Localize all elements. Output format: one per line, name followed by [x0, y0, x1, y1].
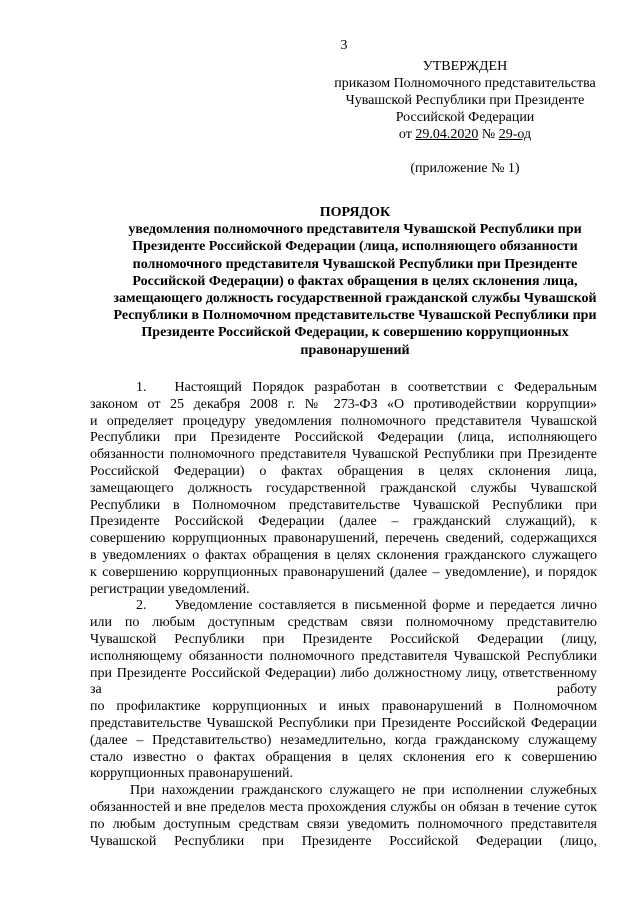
paragraph-1-line: Президенте Российской Федерации (далее – гражданский служащий), к — [90, 514, 597, 530]
paragraph-2-line: стало известно о фактах обращения в целях склонения его к совершению — [90, 749, 597, 765]
paragraph-1-line: регистрации уведомлений. — [90, 581, 250, 597]
title-line: Российской Федерации) о фактах обращения в целях склонения лица, — [132, 273, 578, 289]
approval-date-line — [300, 126, 630, 143]
paragraph-3-line: Чувашской Республики при Президенте Российской Федерации (лицо, — [90, 833, 597, 849]
paragraph-2-line: при Президенте Российской Федерации) либо должностному лицу, ответственному — [90, 665, 597, 681]
paragraph-2-line: Чувашской Республики при Президенте Российской Федерации (лицу, — [90, 631, 597, 647]
paragraph-1-line: замещающего должность государственной гражданской службы Чувашской — [90, 480, 597, 496]
approval-number: 29-од — [498, 127, 532, 142]
title-line: замещающего должность государственной гражданской службы Чувашской — [113, 291, 597, 307]
paragraph-1-line: Российской Федерации) о фактах обращения в целях склонения лица, — [90, 463, 597, 479]
paragraph-2-line: или по любым доступным средствам связи полномочному представителю — [90, 615, 597, 631]
document-title — [100, 204, 610, 359]
page-number: 3 — [340, 38, 348, 53]
paragraph-3-line: обязанностей и вне пределов места прохождения службы он обязан в течение суток — [90, 799, 597, 815]
title-line: Республики в Полномочном представительстве Чувашской Республики при — [113, 308, 597, 324]
paragraph-1-line: 1. Настоящий Порядок разработан в соответствии с Федеральным — [136, 380, 597, 395]
document-body — [90, 380, 597, 850]
title-line: правонарушений — [300, 342, 410, 358]
approval-heading: УТВЕРЖДЕН — [422, 59, 508, 74]
paragraph-1-line: Республики при Президенте Российской Федерации (лица, исполняющего — [90, 430, 597, 446]
paragraph-2-line: по профилактике коррупционных и иных правонарушений в Полномочном — [90, 699, 597, 715]
approval-line: приказом Полномочного представительства — [334, 76, 596, 91]
paragraph-1-line: и определяет процедуру уведомления полномочного представителя Чувашской — [90, 413, 597, 429]
paragraph-2-line: коррупционных правонарушений. — [90, 766, 293, 782]
paragraph-1-line: обязанности полномочного представителя Чувашской Республики при Президенте — [90, 447, 597, 463]
paragraph-2-line: исполняющему обязанности полномочного представителя Чувашской Республики — [90, 648, 597, 664]
paragraph-3-line: При нахождении гражданского служащего не при исполнении служебных — [130, 783, 597, 799]
approval-line: Российской Федерации — [395, 110, 535, 125]
title-line: полномочного представителя Чувашской Республики при Президенте — [132, 256, 578, 272]
paragraph-1-line: в уведомлениях о фактах обращения в целях склонения гражданского служащего — [90, 547, 597, 563]
title-line: Президенте Российской Федерации (лица, исполняющего обязанности — [132, 239, 578, 255]
paragraph-2-line: представительстве Чувашской Республики при Президенте Российской Федерации — [90, 715, 597, 731]
title-line: Президенте Российской Федерации, к совершению коррупционных — [141, 325, 569, 341]
approval-line: Чувашской Республики при Президенте — [345, 93, 585, 108]
paragraph-1-line: к совершению коррупционных правонарушений (далее – уведомление), и порядок — [90, 564, 597, 580]
paragraph-1-line: законом от 25 декабря 2008 г. № 273-ФЗ «О противодействии коррупции» — [90, 396, 597, 412]
number-sign: № — [478, 127, 499, 142]
paragraph-1-line: Республики в Полномочном представительстве Чувашской Республики при — [90, 497, 597, 513]
title-heading: ПОРЯДОК — [319, 205, 391, 220]
paragraph-2-line: 2. Уведомление составляется в письменной форме и передается лично — [136, 598, 597, 614]
approval-stamp — [300, 58, 630, 143]
title-line: уведомления полномочного представителя Чувашской Республики при — [128, 222, 582, 238]
paragraph-3-line: по любым доступным средствам связи уведомить полномочного представителя — [90, 816, 597, 832]
paragraph-2-line: за работу — [90, 682, 597, 698]
paragraph-2-line: (далее – Представительство) незамедлительно, когда гражданскому служащему — [90, 732, 597, 748]
appendix-label: (приложение № 1) — [410, 161, 520, 176]
paragraph-1-line: совершению коррупционных правонарушений, перечень сведений, содержащихся — [90, 531, 597, 547]
approval-date: 29.04.2020 — [415, 127, 479, 142]
date-prefix: от — [398, 127, 416, 142]
